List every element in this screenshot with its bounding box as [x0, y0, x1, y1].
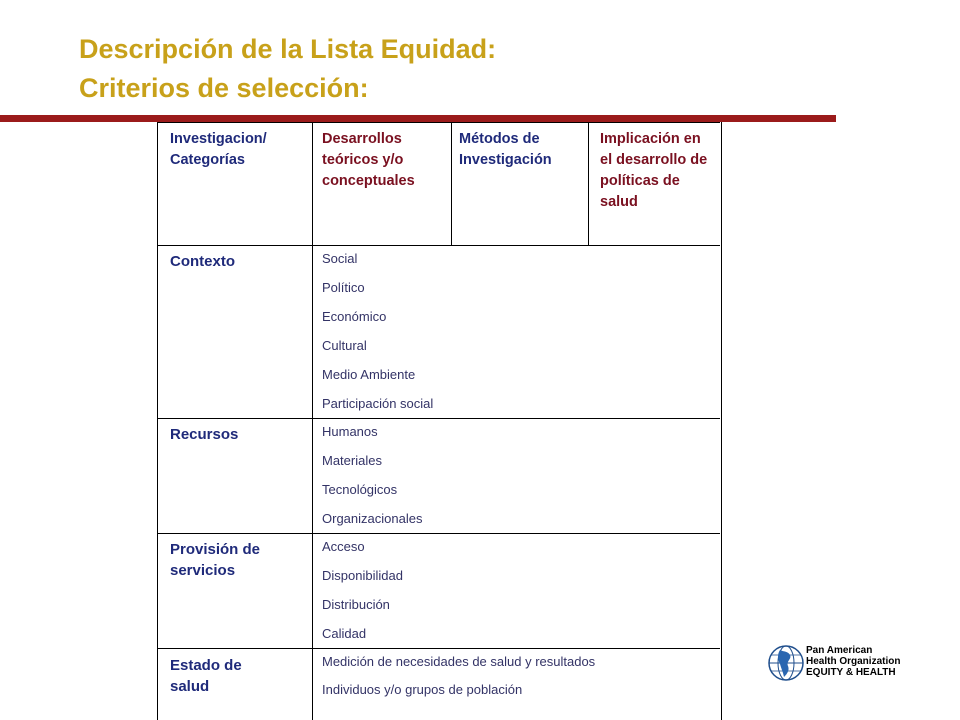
list-item: Político	[322, 280, 365, 295]
header-implicacion-politicas: Implicación en el desarrollo de políticas de salud	[600, 131, 708, 210]
header-investigacion-categorias: Investigacion/ Categorías	[170, 131, 267, 168]
list-item: Materiales	[322, 453, 382, 468]
header-metodos-investigacion: Métodos de Investigación	[459, 131, 552, 168]
list-item: Medio Ambiente	[322, 367, 416, 382]
list-item: Humanos	[322, 424, 378, 439]
list-item: Distribución	[322, 597, 390, 612]
table-column-divider	[451, 122, 452, 246]
table-border-top	[157, 122, 720, 123]
list-item: Económico	[322, 309, 387, 324]
list-item: Medición de necesidades de salud y resultados	[322, 654, 596, 669]
list-item: Organizacionales	[322, 511, 423, 526]
row-label-recursos: Recursos	[170, 426, 239, 443]
logo-line-1: Pan American	[806, 645, 873, 656]
title-divider-rule	[0, 115, 836, 122]
list-item: Individuos y/o grupos de población	[322, 682, 523, 697]
list-item: Cultural	[322, 338, 367, 353]
table-divider	[157, 245, 720, 246]
header-desarrollos-teoricos: Desarrollos teóricos y/o conceptuales	[322, 131, 415, 189]
table-divider	[157, 533, 720, 534]
logo-text	[806, 645, 900, 678]
row-label-contexto: Contexto	[170, 253, 235, 270]
logo-line-2: Health Organization	[806, 656, 901, 667]
table-column-divider	[588, 122, 589, 246]
slide-title-line-2: Criterios de selección:	[79, 73, 369, 103]
row-label-estado-salud: Estado de salud	[170, 657, 242, 695]
slide-title-line-1: Descripción de la Lista Equidad:	[79, 34, 497, 64]
list-item: Calidad	[322, 626, 367, 641]
list-item: Participación social	[322, 396, 434, 411]
list-item: Acceso	[322, 539, 365, 554]
list-item: Social	[322, 251, 358, 266]
table-column-divider	[312, 122, 313, 720]
logo-line-3: EQUITY & HEALTH	[806, 667, 896, 678]
row-label-provision-servicios: Provisión de servicios	[170, 541, 261, 579]
table-divider	[157, 648, 720, 649]
table-divider	[157, 418, 720, 419]
list-item: Tecnológicos	[322, 482, 398, 497]
list-item: Disponibilidad	[322, 568, 403, 583]
